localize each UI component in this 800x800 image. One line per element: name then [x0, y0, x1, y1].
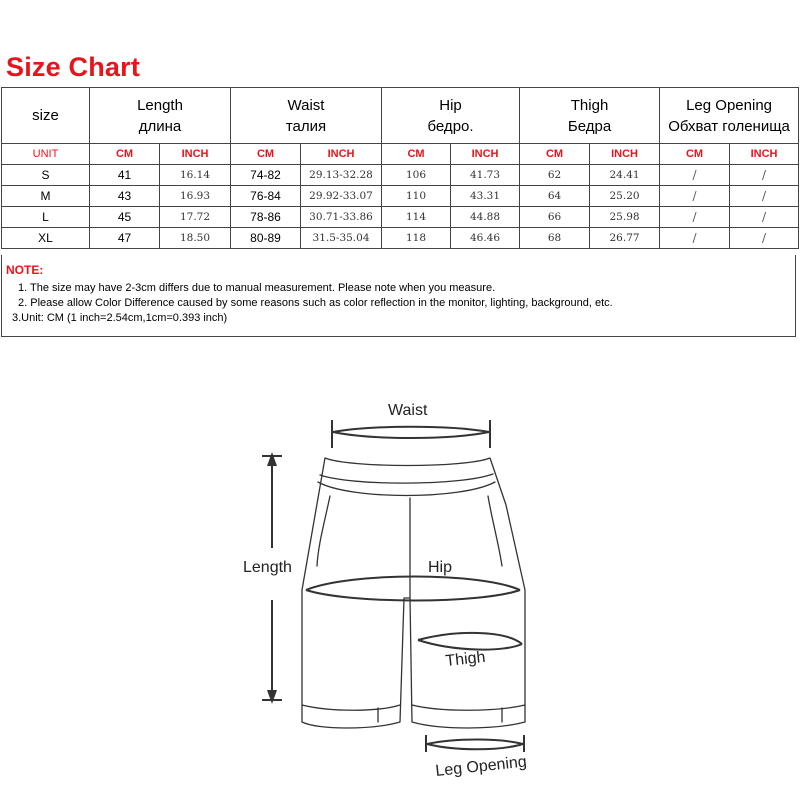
length-cm-cell: 41 — [90, 165, 160, 186]
notes-box — [1, 255, 796, 337]
size-table — [1, 87, 799, 249]
note-item: 2. Please allow Color Difference caused by some reasons such as color reflection in the monitor, lighting, background, etc. — [18, 297, 613, 309]
leg-inch-cell: / — [730, 228, 799, 249]
waist-inch-cell: 31.5-35.04 — [301, 228, 382, 249]
hip-label: Hip — [428, 559, 453, 576]
unit-inch: INCH — [301, 144, 382, 165]
shorts-outline — [302, 458, 525, 728]
waist-cm-cell: 80-89 — [231, 228, 301, 249]
length-inch-cell: 16.93 — [160, 186, 231, 207]
length-inch-cell: 17.72 — [160, 207, 231, 228]
thigh-label: Thigh — [444, 648, 487, 670]
hip-inch-cell: 41.73 — [451, 165, 520, 186]
length-cm-cell: 47 — [90, 228, 160, 249]
header-hip: Hip бедро. — [382, 88, 520, 144]
length-inch-cell: 18.50 — [160, 228, 231, 249]
length-label: Length — [243, 559, 292, 576]
header-row — [2, 88, 799, 144]
size-cell: S — [2, 165, 90, 186]
unit-inch: INCH — [451, 144, 520, 165]
unit-inch: INCH — [590, 144, 660, 165]
leg-cm-cell: / — [660, 165, 730, 186]
shorts-diagram — [0, 380, 800, 800]
thigh-inch-cell: 24.41 — [590, 165, 660, 186]
thigh-cm-cell: 62 — [520, 165, 590, 186]
length-cm-cell: 43 — [90, 186, 160, 207]
header-thigh: Thigh Бедра — [520, 88, 660, 144]
hip-cm-cell: 106 — [382, 165, 451, 186]
leg-inch-cell: / — [730, 207, 799, 228]
hip-cm-cell: 110 — [382, 186, 451, 207]
table-row — [2, 207, 799, 228]
thigh-measure — [418, 633, 522, 650]
thigh-cm-cell: 64 — [520, 186, 590, 207]
header-leg-opening: Leg Opening Обхват голенища — [660, 88, 799, 144]
waist-cm-cell: 78-86 — [231, 207, 301, 228]
unit-label: UNIT — [2, 144, 90, 165]
leg-cm-cell: / — [660, 186, 730, 207]
unit-cm: CM — [231, 144, 301, 165]
unit-cm: CM — [520, 144, 590, 165]
header-length: Length длина — [90, 88, 231, 144]
page-title: Size Chart — [6, 52, 141, 82]
unit-cm: CM — [382, 144, 451, 165]
length-inch-cell: 16.14 — [160, 165, 231, 186]
leg-opening-measure — [426, 735, 524, 752]
length-measure — [262, 456, 282, 700]
waist-cm-cell: 76-84 — [231, 186, 301, 207]
hip-measure — [306, 577, 520, 601]
leg-inch-cell: / — [730, 165, 799, 186]
leg-cm-cell: / — [660, 207, 730, 228]
note-item: 1. The size may have 2-3cm differs due to manual measurement. Please note when you measure. — [18, 282, 496, 294]
waist-label: Waist — [388, 402, 428, 419]
hip-inch-cell: 44.88 — [451, 207, 520, 228]
header-waist: Waist талия — [231, 88, 382, 144]
notes-title: NOTE: — [6, 263, 44, 277]
thigh-inch-cell: 25.20 — [590, 186, 660, 207]
hip-cm-cell: 114 — [382, 207, 451, 228]
note-item: 3.Unit: CM (1 inch=2.54cm,1cm=0.393 inch) — [12, 312, 228, 324]
table-row — [2, 228, 799, 249]
leg-inch-cell: / — [730, 186, 799, 207]
table-row — [2, 186, 799, 207]
size-cell: XL — [2, 228, 90, 249]
thigh-cm-cell: 68 — [520, 228, 590, 249]
thigh-cm-cell: 66 — [520, 207, 590, 228]
waist-inch-cell: 29.13-32.28 — [301, 165, 382, 186]
unit-cm: CM — [90, 144, 160, 165]
waist-inch-cell: 29.92-33.07 — [301, 186, 382, 207]
table-row — [2, 165, 799, 186]
thigh-inch-cell: 26.77 — [590, 228, 660, 249]
hip-inch-cell: 46.46 — [451, 228, 520, 249]
hip-inch-cell: 43.31 — [451, 186, 520, 207]
unit-cm: CM — [660, 144, 730, 165]
size-cell: L — [2, 207, 90, 228]
unit-inch: INCH — [730, 144, 799, 165]
leg-cm-cell: / — [660, 228, 730, 249]
waist-cm-cell: 74-82 — [231, 165, 301, 186]
unit-row — [2, 144, 799, 165]
waistband — [320, 474, 493, 483]
length-cm-cell: 45 — [90, 207, 160, 228]
header-size: size — [2, 88, 90, 144]
thigh-inch-cell: 25.98 — [590, 207, 660, 228]
unit-inch: INCH — [160, 144, 231, 165]
waist-measure — [332, 420, 490, 448]
leg-opening-label: Leg Opening — [434, 753, 528, 780]
waist-inch-cell: 30.71-33.86 — [301, 207, 382, 228]
hip-cm-cell: 118 — [382, 228, 451, 249]
size-cell: M — [2, 186, 90, 207]
